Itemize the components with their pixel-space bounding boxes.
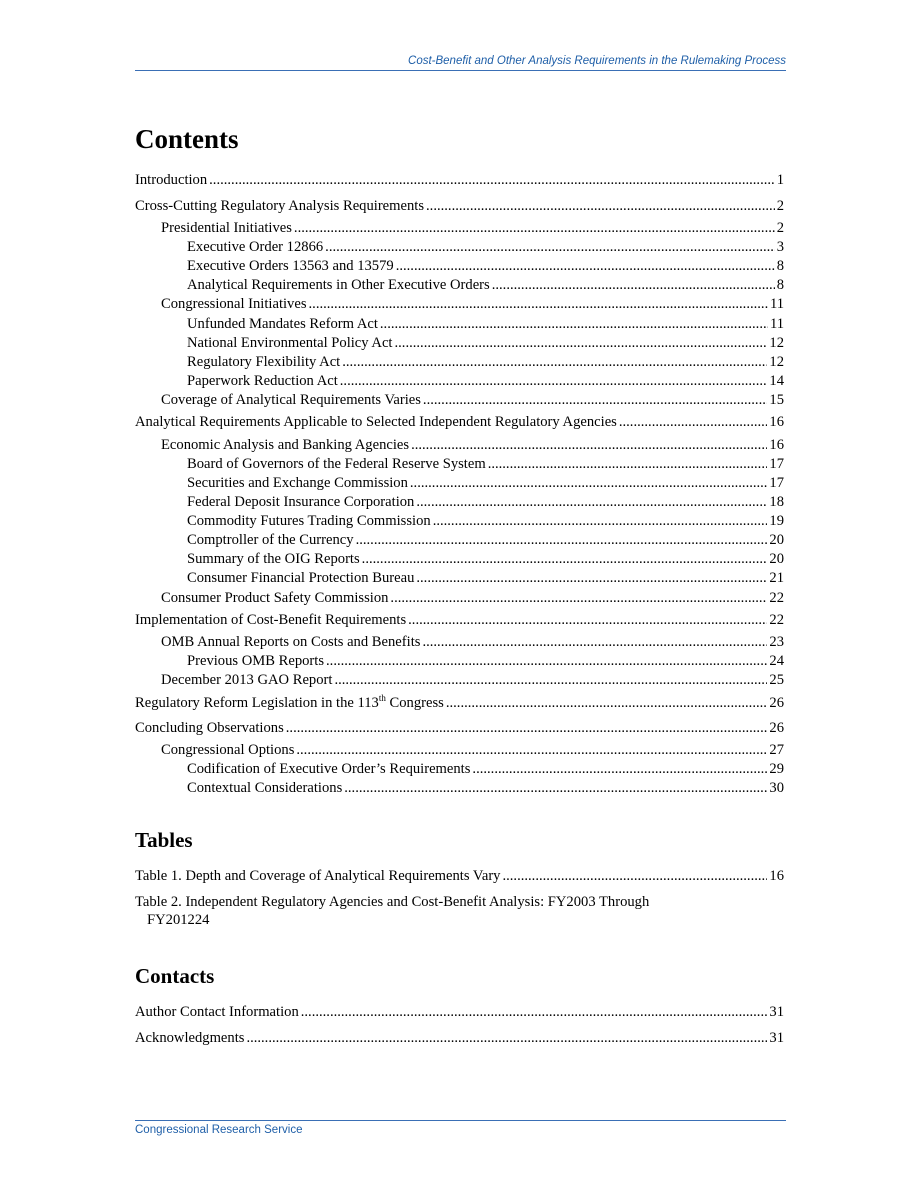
toc-entry[interactable]: Implementation of Cost-Benefit Requirements ..... 22 bbox=[135, 611, 784, 629]
toc-entry[interactable]: OMB Annual Reports on Costs and Benefits ..... 23 bbox=[135, 633, 784, 651]
toc-entry[interactable]: December 2013 GAO Report ..... 25 bbox=[135, 671, 784, 689]
contents-heading: Contents bbox=[135, 124, 239, 154]
toc-entry[interactable]: Commodity Futures Trading Commission ..... 19 bbox=[135, 512, 784, 530]
tables-heading: Tables bbox=[135, 828, 193, 852]
toc-entry[interactable]: Concluding Observations ..... 26 bbox=[135, 719, 784, 737]
toc-entry[interactable]: Federal Deposit Insurance Corporation ..... 18 bbox=[135, 493, 784, 511]
toc-entry[interactable]: Executive Orders 13563 and 13579 ..... 8 bbox=[135, 257, 784, 275]
toc-entry[interactable]: Summary of the OIG Reports ..... 20 bbox=[135, 550, 784, 568]
toc-entry[interactable]: Board of Governors of the Federal Reserve System ..... 17 bbox=[135, 455, 784, 473]
toc-entry[interactable]: Previous OMB Reports ..... 24 bbox=[135, 652, 784, 670]
toc-entry[interactable]: Consumer Financial Protection Bureau ..... 21 bbox=[135, 569, 784, 587]
toc-entry[interactable]: Paperwork Reduction Act ..... 14 bbox=[135, 372, 784, 390]
contacts-list bbox=[135, 1003, 784, 1049]
toc-entry[interactable]: Analytical Requirements Applicable to Selected Independent Regulatory Agencies ..... 16 bbox=[135, 413, 784, 431]
toc-entry[interactable]: Author Contact Information ..... 31 bbox=[135, 1003, 784, 1021]
toc-entry[interactable]: Regulatory Flexibility Act ..... 12 bbox=[135, 353, 784, 371]
toc-entry[interactable]: National Environmental Policy Act ..... 12 bbox=[135, 334, 784, 352]
toc-entry[interactable]: Executive Order 12866 ..... 3 bbox=[135, 238, 784, 256]
toc-entry[interactable]: Consumer Product Safety Commission ..... 22 bbox=[135, 589, 784, 607]
footer: Congressional Research Service bbox=[135, 1120, 786, 1136]
toc-entry[interactable]: Cross-Cutting Regulatory Analysis Requirements ..... 2 bbox=[135, 197, 784, 215]
toc-entry[interactable]: Unfunded Mandates Reform Act ..... 11 bbox=[135, 315, 784, 333]
toc-entry[interactable]: Congressional Options ..... 27 bbox=[135, 741, 784, 759]
toc-entry[interactable]: Contextual Considerations ..... 30 bbox=[135, 779, 784, 797]
toc-entry[interactable]: Regulatory Reform Legislation in the 113th Congress ..... 26 bbox=[135, 694, 784, 712]
toc-entry[interactable]: Coverage of Analytical Requirements Varies ..... 15 bbox=[135, 391, 784, 409]
toc-entry[interactable]: Presidential Initiatives ..... 2 bbox=[135, 219, 784, 237]
toc-entry[interactable]: Economic Analysis and Banking Agencies ..... 16 bbox=[135, 436, 784, 454]
contacts-heading: Contacts bbox=[135, 964, 215, 988]
toc-entry[interactable]: Acknowledgments ..... 31 bbox=[135, 1029, 784, 1047]
toc-entry[interactable]: Congressional Initiatives ..... 11 bbox=[135, 295, 784, 313]
running-header: Cost-Benefit and Other Analysis Requirements in the Rulemaking Process bbox=[135, 55, 786, 71]
toc-entry[interactable]: Comptroller of the Currency ..... 20 bbox=[135, 531, 784, 549]
toc-entry[interactable]: Codification of Executive Order’s Requirements ..... 29 bbox=[135, 760, 784, 778]
toc-entry[interactable]: Analytical Requirements in Other Executive Orders ..... 8 bbox=[135, 276, 784, 294]
toc-entry[interactable]: Table 2. Independent Regulatory Agencies and Cost-Benefit Analysis: FY2003 Through FY2012 24 bbox=[135, 894, 650, 928]
toc-entry[interactable]: Securities and Exchange Commission ..... 17 bbox=[135, 474, 784, 492]
toc-entry[interactable]: Table 1. Depth and Coverage of Analytical Requirements Vary ..... 16 bbox=[135, 867, 784, 885]
tables-list bbox=[135, 867, 784, 933]
contents-list bbox=[135, 171, 784, 801]
toc-entry[interactable]: Introduction ..... 1 bbox=[135, 171, 784, 189]
